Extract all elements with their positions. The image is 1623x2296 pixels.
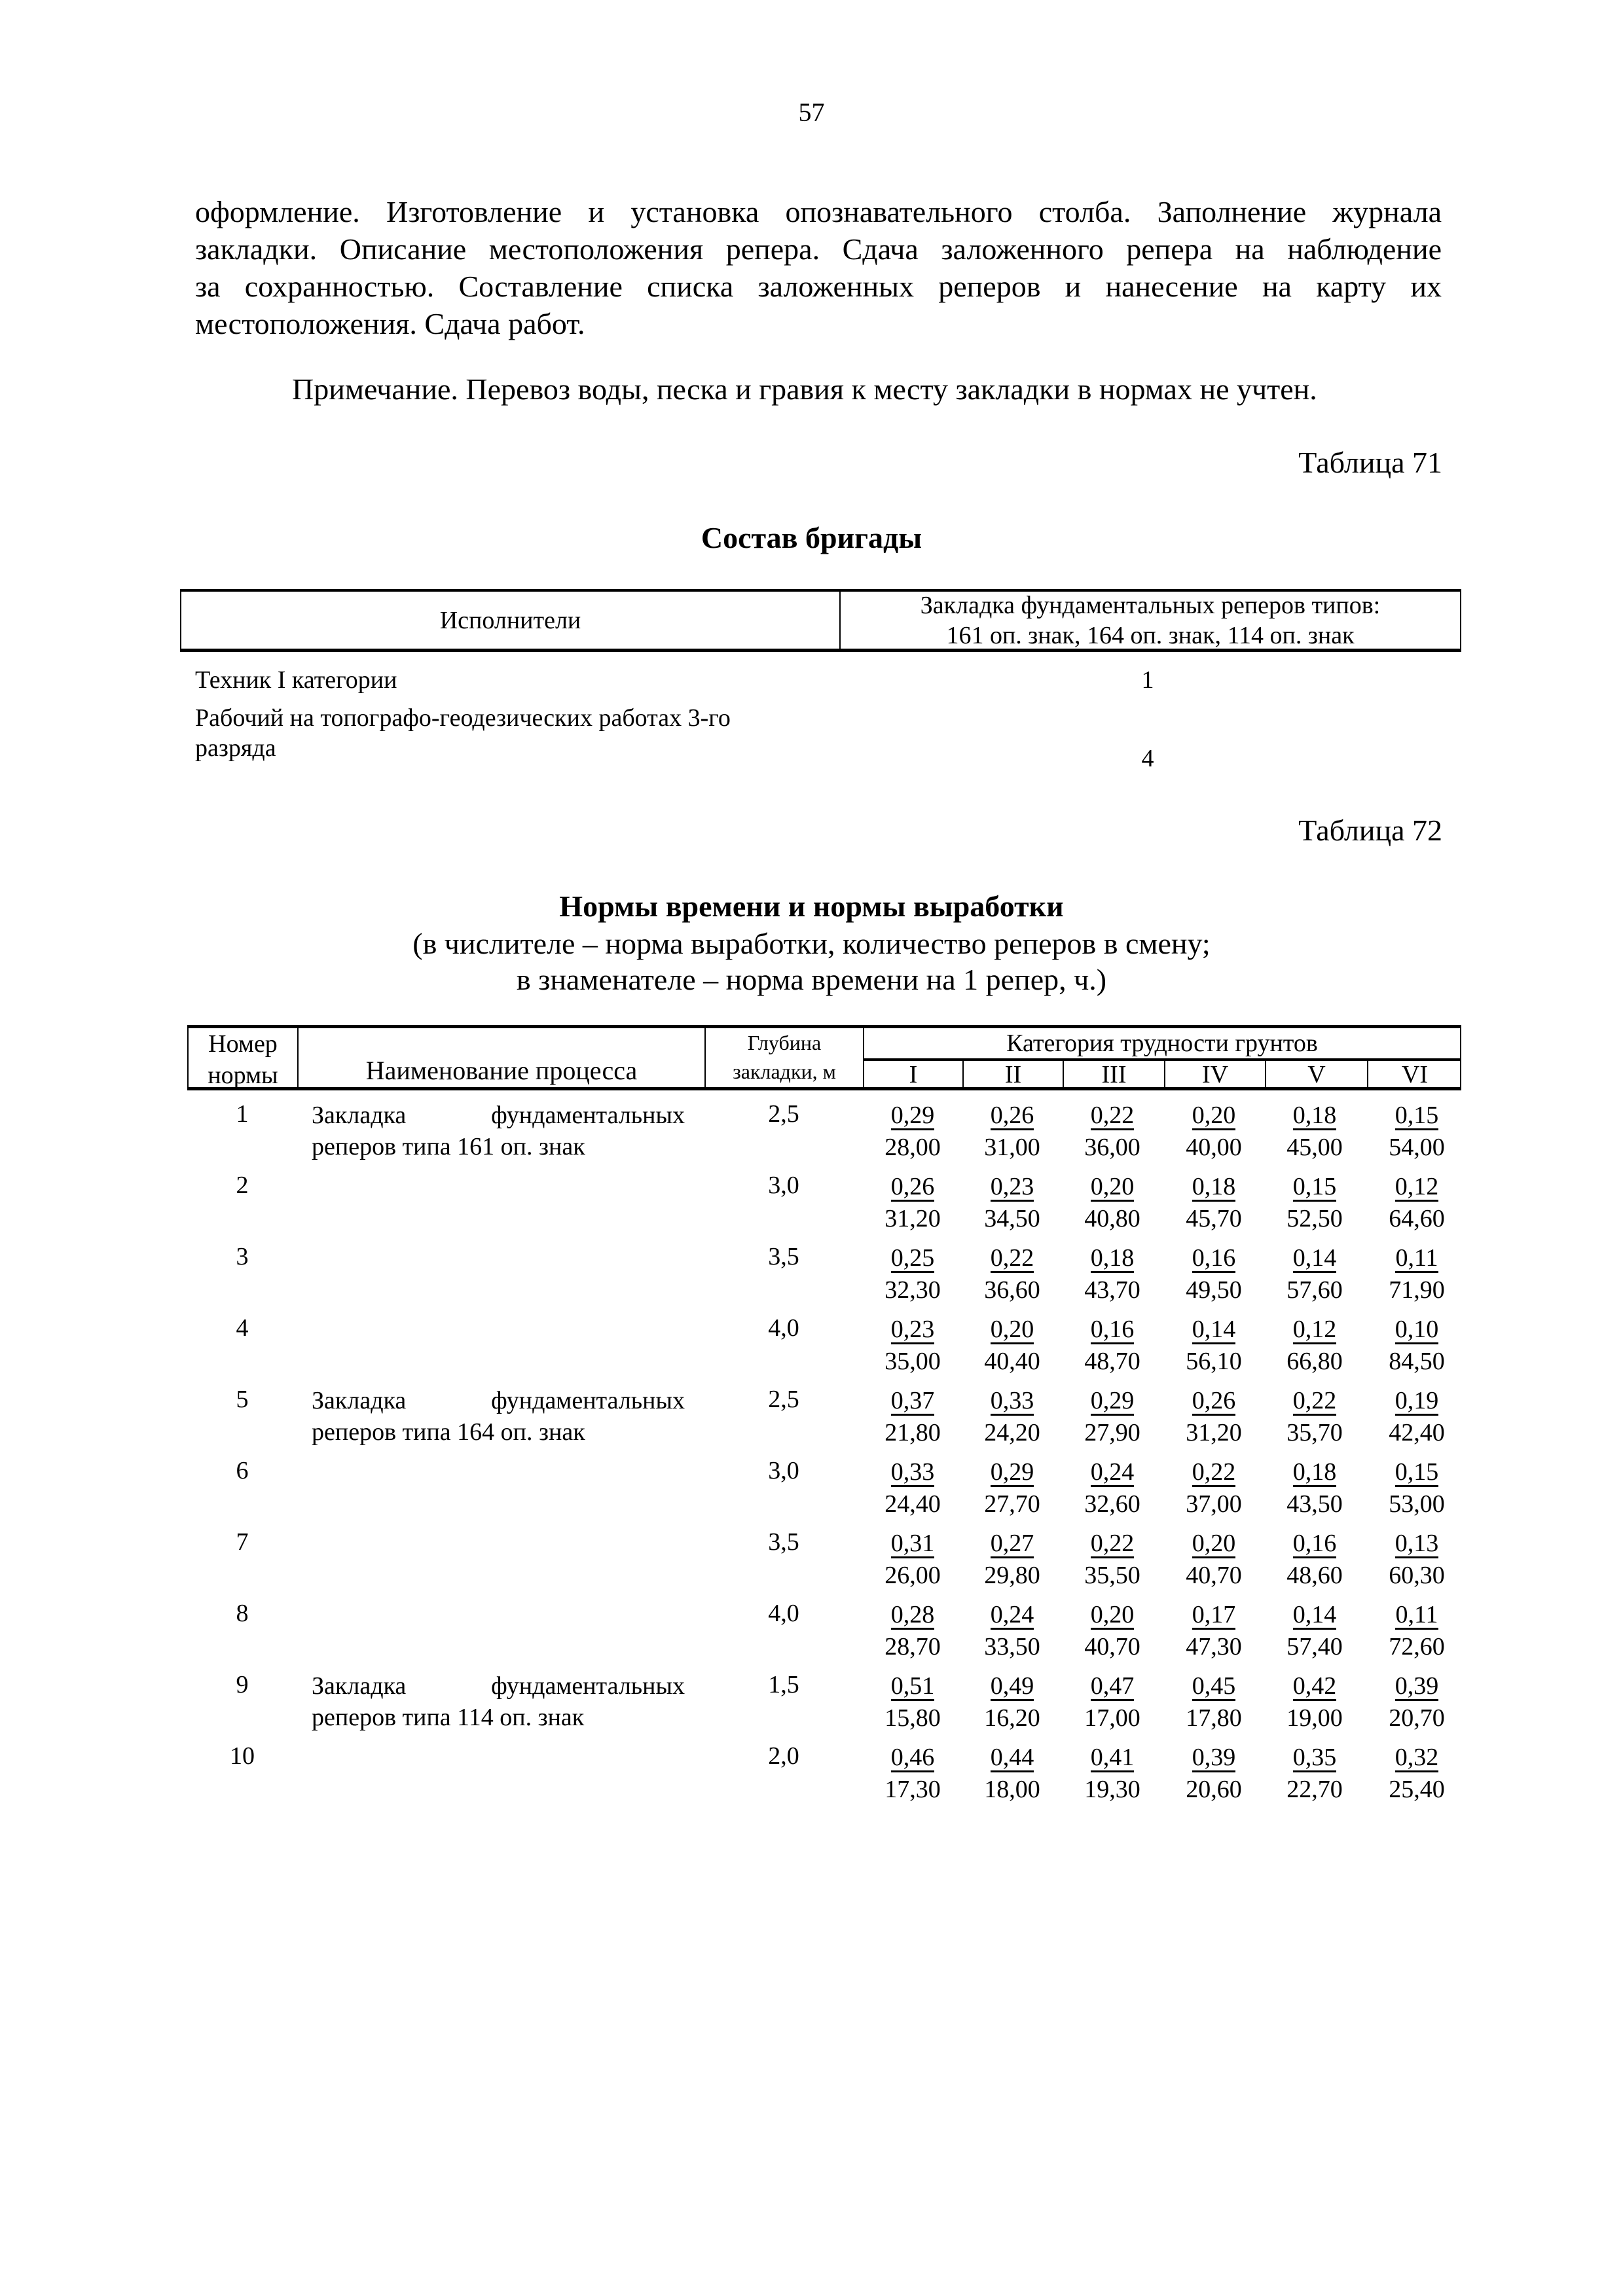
time-norm: 42,40 — [1389, 1419, 1445, 1446]
category-cell — [1367, 1242, 1467, 1305]
body-paragraph — [195, 193, 1442, 342]
output-norm: 0,20 — [1192, 1530, 1236, 1557]
output-norm: 0,26 — [990, 1102, 1034, 1129]
table-row — [187, 1528, 1461, 1598]
norm-number: 4 — [236, 1314, 249, 1342]
norm-number: 7 — [236, 1528, 249, 1556]
category-cell — [1265, 1171, 1364, 1234]
output-norm: 0,46 — [890, 1744, 935, 1771]
time-norm: 24,20 — [984, 1419, 1040, 1446]
category-cell — [1063, 1456, 1162, 1519]
category-cell — [863, 1528, 962, 1590]
category-cell — [1367, 1528, 1467, 1590]
time-norm: 17,80 — [1186, 1704, 1242, 1732]
output-norm: 0,49 — [990, 1672, 1034, 1700]
category-cell — [962, 1456, 1062, 1519]
output-norm: 0,45 — [1192, 1672, 1236, 1700]
table71-header-performers: Исполнители — [181, 592, 841, 649]
category-cell — [1367, 1100, 1467, 1162]
process-name-line2: реперов типа 164 оп. знак — [312, 1418, 585, 1446]
time-norm: 60,30 — [1389, 1562, 1445, 1589]
category-cell — [1367, 1670, 1467, 1733]
category-cell — [1265, 1670, 1364, 1733]
category-cell — [962, 1314, 1062, 1376]
depth-value: 2,5 — [768, 1386, 799, 1413]
time-norm: 40,00 — [1186, 1134, 1242, 1161]
output-norm: 0,22 — [1090, 1530, 1135, 1557]
category-cell — [863, 1100, 962, 1162]
depth-value: 2,5 — [768, 1100, 799, 1128]
category-cell — [1063, 1599, 1162, 1662]
depth-value: 1,5 — [768, 1671, 799, 1698]
output-norm: 0,10 — [1395, 1316, 1439, 1343]
time-norm: 19,30 — [1084, 1776, 1140, 1803]
category-cell — [1265, 1385, 1364, 1448]
output-norm: 0,33 — [890, 1458, 935, 1486]
norm-number: 8 — [236, 1600, 249, 1627]
time-norm: 54,00 — [1389, 1134, 1445, 1161]
time-norm: 19,00 — [1286, 1704, 1343, 1732]
output-norm: 0,22 — [1090, 1102, 1135, 1129]
output-norm: 0,33 — [990, 1387, 1034, 1414]
category-cell — [962, 1599, 1062, 1662]
time-norm: 56,10 — [1186, 1348, 1242, 1375]
paragraph-line: местоположения. Сдача работ. — [195, 307, 585, 340]
table71-header-work — [841, 592, 1460, 649]
table72-subtitle-line2: в знаменателе – норма времени на 1 репер, ч.) — [516, 963, 1107, 996]
category-cell — [863, 1242, 962, 1305]
table-row — [187, 1742, 1461, 1812]
category-cell — [1265, 1528, 1364, 1590]
output-norm: 0,14 — [1292, 1601, 1337, 1628]
output-norm: 0,18 — [1192, 1173, 1236, 1200]
category-cell — [863, 1385, 962, 1448]
time-norm: 72,60 — [1389, 1633, 1445, 1660]
output-norm: 0,27 — [990, 1530, 1034, 1557]
output-norm: 0,25 — [890, 1244, 935, 1272]
category-cell — [962, 1528, 1062, 1590]
output-norm: 0,31 — [890, 1530, 935, 1557]
output-norm: 0,41 — [1090, 1744, 1135, 1771]
header-depth-line2: закладки, м — [733, 1060, 836, 1083]
category-cell — [1367, 1456, 1467, 1519]
process-name-word: Закладка — [312, 1102, 407, 1129]
category-cell — [1164, 1171, 1264, 1234]
time-norm: 17,30 — [884, 1776, 941, 1803]
output-norm: 0,11 — [1395, 1244, 1438, 1272]
output-norm: 0,18 — [1090, 1244, 1135, 1272]
norm-number: 3 — [236, 1243, 249, 1270]
norm-number: 10 — [230, 1742, 255, 1770]
table-row — [187, 1100, 1461, 1170]
category-cell — [1367, 1314, 1467, 1376]
output-norm: 0,39 — [1192, 1744, 1236, 1771]
output-norm: 0,29 — [890, 1102, 935, 1129]
output-norm: 0,32 — [1395, 1744, 1439, 1771]
time-norm: 57,60 — [1286, 1276, 1343, 1304]
header-process-name — [299, 1028, 706, 1087]
header-category-col: IV — [1165, 1061, 1266, 1087]
output-norm: 0,11 — [1395, 1601, 1438, 1628]
output-norm: 0,15 — [1395, 1102, 1439, 1129]
category-cell — [1367, 1742, 1467, 1804]
table71-header-work-line1: Закладка фундаментальных реперов типов: — [920, 591, 1381, 619]
time-norm: 84,50 — [1389, 1348, 1445, 1375]
category-cell — [863, 1456, 962, 1519]
header-norm-number-line2: нормы — [208, 1062, 278, 1089]
header-category-col: V — [1266, 1061, 1368, 1087]
output-norm: 0,15 — [1395, 1458, 1439, 1486]
depth-value: 4,0 — [768, 1600, 799, 1627]
category-cell — [1063, 1100, 1162, 1162]
output-norm: 0,24 — [1090, 1458, 1135, 1486]
output-norm: 0,20 — [1192, 1102, 1236, 1129]
category-cell — [1164, 1314, 1264, 1376]
time-norm: 36,00 — [1084, 1134, 1140, 1161]
process-name — [312, 1670, 685, 1733]
process-name-line2: реперов типа 114 оп. знак — [312, 1704, 585, 1731]
time-norm: 21,80 — [884, 1419, 941, 1446]
category-cell — [1265, 1314, 1364, 1376]
output-norm: 0,37 — [890, 1387, 935, 1414]
output-norm: 0,18 — [1292, 1458, 1337, 1486]
time-norm: 27,70 — [984, 1490, 1040, 1518]
time-norm: 52,50 — [1286, 1205, 1343, 1232]
output-norm: 0,24 — [990, 1601, 1034, 1628]
category-cell — [1164, 1528, 1264, 1590]
category-cell — [863, 1599, 962, 1662]
output-norm: 0,20 — [990, 1316, 1034, 1343]
time-norm: 35,50 — [1084, 1562, 1140, 1589]
output-norm: 0,44 — [990, 1744, 1034, 1771]
table71-row-count: 1 — [1141, 666, 1154, 694]
table-row — [187, 1314, 1461, 1384]
time-norm: 31,00 — [984, 1134, 1040, 1161]
category-cell — [1164, 1100, 1264, 1162]
category-cell — [962, 1742, 1062, 1804]
table71-row-performer: Техник I категории — [195, 666, 397, 694]
time-norm: 26,00 — [884, 1562, 941, 1589]
depth-value: 3,0 — [768, 1172, 799, 1199]
table71-header-work-line2: 161 оп. знак, 164 оп. знак, 114 оп. знак — [946, 621, 1355, 649]
paragraph-line: оформление. Изготовление и установка опознавательного столба. Заполнение журнала — [195, 195, 1442, 228]
time-norm: 40,70 — [1186, 1562, 1242, 1589]
time-norm: 15,80 — [884, 1704, 941, 1732]
category-cell — [962, 1242, 1062, 1305]
table-row — [187, 1456, 1461, 1527]
category-cell — [1367, 1599, 1467, 1662]
header-depth — [706, 1028, 864, 1087]
time-norm: 31,20 — [884, 1205, 941, 1232]
table71-row-performer: Рабочий на топографо-геодезических работах 3-го — [195, 704, 731, 732]
table72-header — [187, 1025, 1461, 1090]
depth-value: 2,0 — [768, 1742, 799, 1770]
table71-row-performer-cont: разряда — [195, 734, 276, 762]
time-norm: 20,60 — [1186, 1776, 1242, 1803]
output-norm: 0,42 — [1292, 1672, 1337, 1700]
output-norm: 0,22 — [1192, 1458, 1236, 1486]
output-norm: 0,23 — [990, 1173, 1034, 1200]
category-cell — [1265, 1456, 1364, 1519]
output-norm: 0,20 — [1090, 1601, 1135, 1628]
output-norm: 0,47 — [1090, 1672, 1135, 1700]
time-norm: 34,50 — [984, 1205, 1040, 1232]
table-row — [187, 1242, 1461, 1313]
depth-value: 3,0 — [768, 1457, 799, 1484]
category-cell — [1063, 1385, 1162, 1448]
category-cell — [1164, 1242, 1264, 1305]
category-cell — [1164, 1456, 1264, 1519]
category-cell — [1164, 1385, 1264, 1448]
category-cell — [863, 1670, 962, 1733]
time-norm: 45,00 — [1286, 1134, 1343, 1161]
norm-number: 1 — [236, 1100, 249, 1128]
process-name — [312, 1385, 685, 1448]
norm-number: 2 — [236, 1172, 249, 1199]
depth-value: 3,5 — [768, 1528, 799, 1556]
category-cell — [1063, 1670, 1162, 1733]
header-process-name-text: Наименование процесса — [365, 1056, 638, 1085]
category-cell — [1063, 1171, 1162, 1234]
depth-value: 4,0 — [768, 1314, 799, 1342]
output-norm: 0,14 — [1292, 1244, 1337, 1272]
category-cell — [962, 1385, 1062, 1448]
category-cell — [962, 1100, 1062, 1162]
category-cell — [962, 1171, 1062, 1234]
time-norm: 66,80 — [1286, 1348, 1343, 1375]
time-norm: 18,00 — [984, 1776, 1040, 1803]
process-name-word: фундаментальных — [491, 1387, 685, 1414]
output-norm: 0,18 — [1292, 1102, 1337, 1129]
header-category-col: II — [964, 1061, 1064, 1087]
norm-number: 5 — [236, 1386, 249, 1413]
output-norm: 0,16 — [1192, 1244, 1236, 1272]
time-norm: 16,20 — [984, 1704, 1040, 1732]
output-norm: 0,29 — [990, 1458, 1034, 1486]
output-norm: 0,22 — [990, 1244, 1034, 1272]
category-cell — [863, 1314, 962, 1376]
output-norm: 0,28 — [890, 1601, 935, 1628]
category-cell — [1063, 1528, 1162, 1590]
category-cell — [1367, 1171, 1467, 1234]
time-norm: 47,30 — [1186, 1633, 1242, 1660]
output-norm: 0,26 — [1192, 1387, 1236, 1414]
output-norm: 0,15 — [1292, 1173, 1337, 1200]
time-norm: 32,30 — [884, 1276, 941, 1304]
time-norm: 53,00 — [1389, 1490, 1445, 1518]
output-norm: 0,14 — [1192, 1316, 1236, 1343]
category-cell — [1164, 1742, 1264, 1804]
time-norm: 40,70 — [1084, 1633, 1140, 1660]
time-norm: 45,70 — [1186, 1205, 1242, 1232]
header-category — [864, 1028, 1460, 1087]
time-norm: 43,70 — [1084, 1276, 1140, 1304]
time-norm: 25,40 — [1389, 1776, 1445, 1803]
time-norm: 40,80 — [1084, 1205, 1140, 1232]
paragraph-line: за сохранностью. Составление списка заложенных реперов и нанесение на карту их — [195, 270, 1442, 303]
header-category-col: VI — [1401, 1061, 1429, 1088]
norm-number: 6 — [236, 1457, 249, 1484]
time-norm: 40,40 — [984, 1348, 1040, 1375]
time-norm: 29,80 — [984, 1562, 1040, 1589]
output-norm: 0,12 — [1292, 1316, 1337, 1343]
output-norm: 0,51 — [890, 1672, 935, 1700]
header-depth-line1: Глубина — [747, 1031, 822, 1054]
time-norm: 24,40 — [884, 1490, 941, 1518]
output-norm: 0,13 — [1395, 1530, 1439, 1557]
time-norm: 57,40 — [1286, 1633, 1343, 1660]
time-norm: 28,00 — [884, 1134, 941, 1161]
output-norm: 0,17 — [1192, 1601, 1236, 1628]
time-norm: 49,50 — [1186, 1276, 1242, 1304]
output-norm: 0,23 — [890, 1316, 935, 1343]
category-cell — [1265, 1599, 1364, 1662]
time-norm: 17,00 — [1084, 1704, 1140, 1732]
table71-row-count: 4 — [1141, 745, 1154, 772]
table72-title: Нормы времени и нормы выработки — [559, 889, 1064, 923]
process-name-word: Закладка — [312, 1672, 407, 1700]
time-norm: 43,50 — [1286, 1490, 1343, 1518]
time-norm: 20,70 — [1389, 1704, 1445, 1732]
category-cell — [1063, 1314, 1162, 1376]
time-norm: 28,70 — [884, 1633, 941, 1660]
header-category-col: III — [1064, 1061, 1165, 1087]
header-category-col: I — [864, 1061, 964, 1087]
process-name-word: Закладка — [312, 1387, 407, 1414]
time-norm: 48,70 — [1084, 1348, 1140, 1375]
table-row — [187, 1599, 1461, 1670]
process-name-word: фундаментальных — [491, 1672, 685, 1700]
time-norm: 64,60 — [1389, 1205, 1445, 1232]
note-text: Примечание. Перевоз воды, песка и гравия к месту закладки в нормах не учтен. — [292, 372, 1317, 406]
process-name — [312, 1100, 685, 1162]
category-cell — [1063, 1742, 1162, 1804]
time-norm: 33,50 — [984, 1633, 1040, 1660]
category-cell — [1265, 1100, 1364, 1162]
table72-label: Таблица 72 — [1298, 814, 1442, 847]
norm-number: 9 — [236, 1671, 249, 1698]
time-norm: 37,00 — [1186, 1490, 1242, 1518]
output-norm: 0,16 — [1292, 1530, 1337, 1557]
output-norm: 0,19 — [1395, 1387, 1439, 1414]
table71-title: Состав бригады — [701, 521, 922, 554]
output-norm: 0,12 — [1395, 1173, 1439, 1200]
table71-header — [180, 589, 1461, 652]
paragraph-line: закладки. Описание местоположения репера. Сдача заложенного репера на наблюдение — [195, 232, 1442, 266]
output-norm: 0,20 — [1090, 1173, 1135, 1200]
category-cell — [863, 1171, 962, 1234]
process-name-line2: реперов типа 161 оп. знак — [312, 1133, 585, 1160]
table72-subtitle-line1: (в числителе – норма выработки, количество реперов в смену; — [412, 927, 1211, 960]
table-row — [187, 1171, 1461, 1242]
depth-value: 3,5 — [768, 1243, 799, 1270]
output-norm: 0,26 — [890, 1173, 935, 1200]
category-cell — [1063, 1242, 1162, 1305]
table71-label: Таблица 71 — [1298, 446, 1442, 479]
process-name-word: фундаментальных — [491, 1102, 685, 1129]
time-norm: 35,70 — [1286, 1419, 1343, 1446]
time-norm: 48,60 — [1286, 1562, 1343, 1589]
output-norm: 0,35 — [1292, 1744, 1337, 1771]
category-cell — [863, 1742, 962, 1804]
category-cell — [1164, 1599, 1264, 1662]
time-norm: 22,70 — [1286, 1776, 1343, 1803]
time-norm: 32,60 — [1084, 1490, 1140, 1518]
time-norm: 36,60 — [984, 1276, 1040, 1304]
header-category-title: Категория трудности грунтов — [864, 1028, 1460, 1061]
output-norm: 0,29 — [1090, 1387, 1135, 1414]
output-norm: 0,22 — [1292, 1387, 1337, 1414]
time-norm: 35,00 — [884, 1348, 941, 1375]
output-norm: 0,39 — [1395, 1672, 1439, 1700]
output-norm: 0,16 — [1090, 1316, 1135, 1343]
header-norm-number-line1: Номер — [208, 1030, 278, 1058]
category-cell — [1164, 1670, 1264, 1733]
page-number: 57 — [798, 98, 825, 127]
time-norm: 31,20 — [1186, 1419, 1242, 1446]
category-cell — [962, 1670, 1062, 1733]
time-norm: 27,90 — [1084, 1419, 1140, 1446]
category-cell — [1265, 1242, 1364, 1305]
table-row — [187, 1670, 1461, 1741]
table-row — [187, 1385, 1461, 1456]
header-norm-number — [189, 1028, 299, 1087]
time-norm: 71,90 — [1389, 1276, 1445, 1304]
category-cell — [1265, 1742, 1364, 1804]
category-cell — [1367, 1385, 1467, 1448]
